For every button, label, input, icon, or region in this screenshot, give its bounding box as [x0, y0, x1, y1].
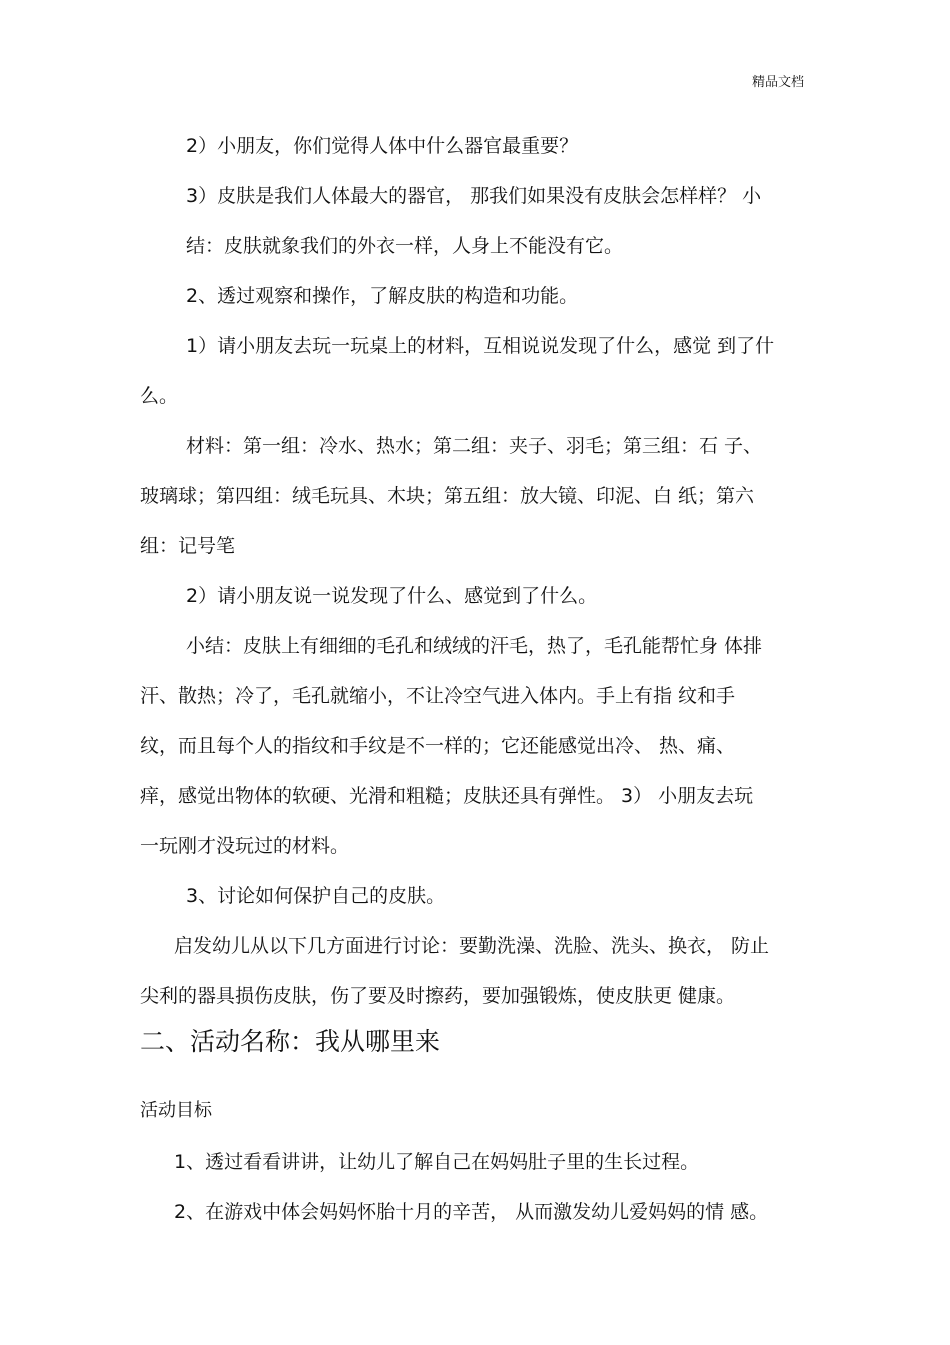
paragraph-line: 纹，而且每个人的指纹和手纹是不一样的；它还能感觉出冷、 热、痛、	[140, 735, 736, 757]
paragraph-line: 2）小朋友，你们觉得人体中什么器官最重要？	[186, 135, 579, 157]
paragraph-line: 3、讨论如何保护自己的皮肤。	[186, 885, 446, 907]
paragraph-line: 2）请小朋友说一说发现了什么、感觉到了什么。	[186, 585, 598, 607]
goal-item: 2、在游戏中体会妈妈怀胎十月的辛苦， 从而激发幼儿爱妈妈的情 感。	[174, 1201, 769, 1223]
paragraph-line: 汗、散热；冷了，毛孔就缩小，不让冷空气进入体内。手上有指 纹和手	[140, 685, 736, 707]
goal-item: 1、透过看看讲讲，让幼儿了解自己在妈妈肚子里的生长过程。	[174, 1151, 700, 1173]
paragraph-line: 尖利的器具损伤皮肤，伤了要及时擦药，要加强锻炼，使皮肤更 健康。	[140, 985, 736, 1007]
section-heading: 二、活动名称：我从哪里来	[140, 1027, 441, 1056]
paragraph-line: 材料：第一组：冷水、热水；第二组：夹子、羽毛；第三组：石 子、	[186, 435, 763, 457]
paragraph-line: 痒，感觉出物体的软硬、光滑和粗糙；皮肤还具有弹性。 3） 小朋友去玩	[140, 785, 754, 807]
paragraph-line: 小结：皮肤上有细细的毛孔和绒绒的汗毛，热了，毛孔能帮忙身 体排	[186, 635, 763, 657]
paragraph-line: 组：记号笔	[140, 535, 236, 557]
paragraph-line: 2、透过观察和操作，了解皮肤的构造和功能。	[186, 285, 579, 307]
paragraph-line: 玻璃球；第四组：绒毛玩具、木块；第五组：放大镜、印泥、白 纸；第六	[140, 485, 755, 507]
paragraph-line: 3）皮肤是我们人体最大的器官， 那我们如果没有皮肤会怎样样？ 小	[186, 185, 762, 207]
paragraph-line: 么。	[140, 385, 179, 407]
paragraph-line: 一玩刚才没玩过的材料。	[140, 835, 350, 857]
header-note: 精品文档	[752, 75, 805, 90]
section-subheading: 活动目标	[140, 1100, 212, 1121]
paragraph-line: 1）请小朋友去玩一玩桌上的材料，互相说说发现了什么，感觉 到了什	[186, 335, 775, 357]
paragraph-line: 启发幼儿从以下几方面进行讨论：要勤洗澡、洗脸、洗头、换衣， 防止	[174, 935, 770, 957]
paragraph-line: 结：皮肤就象我们的外衣一样，人身上不能没有它。	[186, 235, 624, 257]
